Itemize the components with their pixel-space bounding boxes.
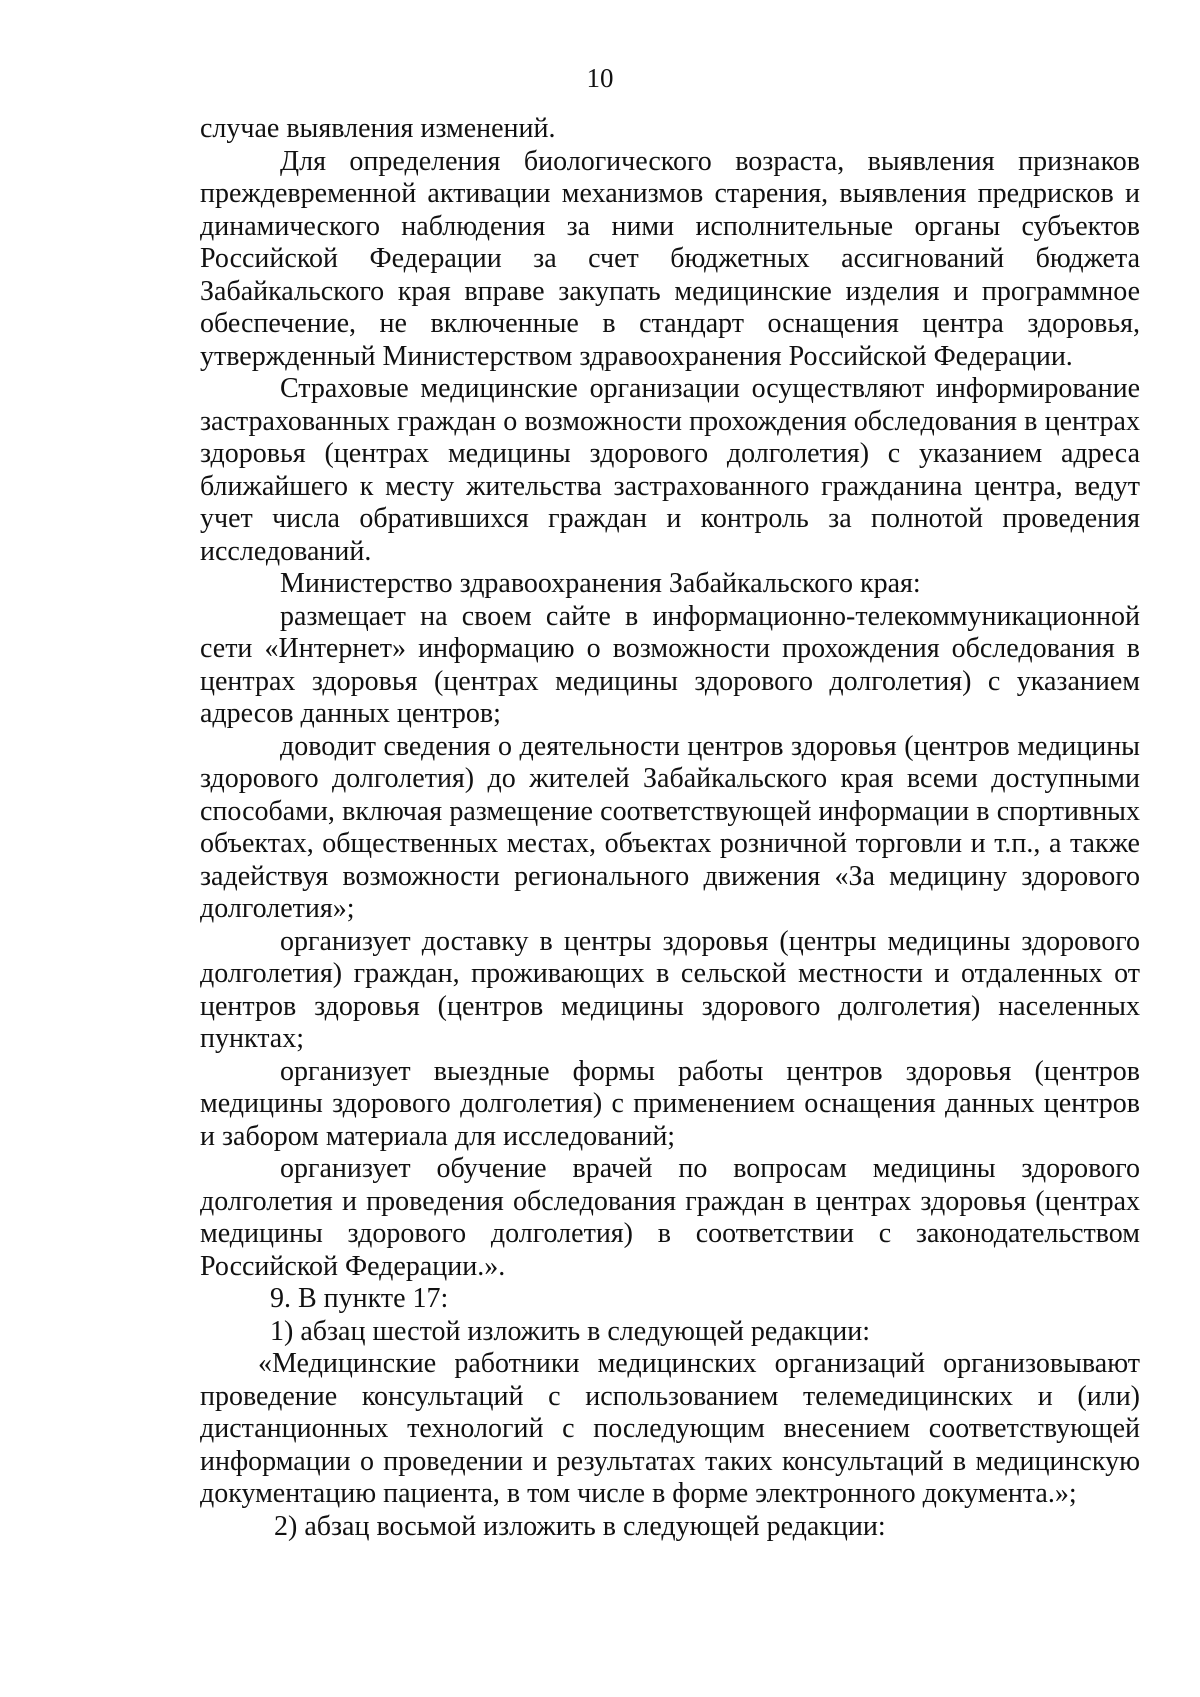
page-number: 10 <box>586 63 614 93</box>
document-body <box>200 113 1140 1543</box>
paragraph-quoted-text: «Медицинские работники медицинских организаций организовывают проведение консультаций с использованием телемедицинских и (или) дистанционных технологий с последующим внесением соответствующей информации о проведении и результатах таких консультаций в медицинскую документацию пациента, в том числе в форме электронного документа.»; <box>200 1348 1140 1509</box>
paragraph-item-9: 9. В пункте 17: <box>270 1283 449 1314</box>
paragraph-ministry-heading: Министерство здравоохранения Забайкальского края: <box>280 568 921 599</box>
paragraph-subitem-2: 2) абзац восьмой изложить в следующей редакции: <box>274 1510 886 1542</box>
paragraph-biological-age: Для определения биологического возраста, выявления признаков преждевременной активации механизмов старения, выявления предрисков и динамического наблюдения за ними исполнительные органы субъектов Российской Федерации за счет бюджетных ассигнований бюджета Забайкальского края вправе закупать медицинские изделия и программное обеспечение, не включенные в стандарт оснащения центра здоровья, утвержденный Министерством здравоохранения Российской Федерации. <box>200 145 1140 372</box>
paragraph-informs-residents: доводит сведения о деятельности центров здоровья (центров медицины здорового долголетия) до жителей Забайкальского края всеми доступными способами, включая размещение соответствующей информации в спортивных объектах, общественных местах, объектах розничной торговли и т.п., а также задействуя возможности регионального движения «За медицину здорового долголетия»; <box>200 730 1140 924</box>
paragraph-insurance-organizations: Страховые медицинские организации осуществляют информирование застрахованных граждан о возможности прохождения обследования в центрах здоровья (центрах медицины здорового долголетия) с указанием адреса ближайшего к месту жительства застрахованного гражданина центра, ведут учет числа обратившихся граждан и контроль за полнотой проведения исследований. <box>200 373 1140 567</box>
paragraph-continuation: случае выявления изменений. <box>200 113 556 144</box>
paragraph-organizes-training: организует обучение врачей по вопросам медицины здорового долголетия и проведения обследования граждан в центрах здоровья (центрах медицины здорового долголетия) в соответствии с законодательством Российской Федерации.». <box>200 1153 1140 1282</box>
paragraph-organizes-field-work: организует выездные формы работы центров здоровья (центров медицины здорового долголетия) с применением оснащения данных центров и забором материала для исследований; <box>200 1055 1140 1152</box>
paragraph-subitem-1: 1) абзац шестой изложить в следующей редакции: <box>270 1315 870 1347</box>
paragraph-organizes-delivery: организует доставку в центры здоровья (центры медицины здорового долголетия) граждан, проживающих в сельской местности и отдаленных от центров здоровья (центров медицины здорового долголетия) населенных пунктах; <box>200 925 1140 1054</box>
paragraph-publishes-website: размещает на своем сайте в информационно-телекоммуникационной сети «Интернет» информацию о возможности прохождения обследования в центрах здоровья (центрах медицины здорового долголетия) с указанием адресов данных центров; <box>200 600 1140 729</box>
